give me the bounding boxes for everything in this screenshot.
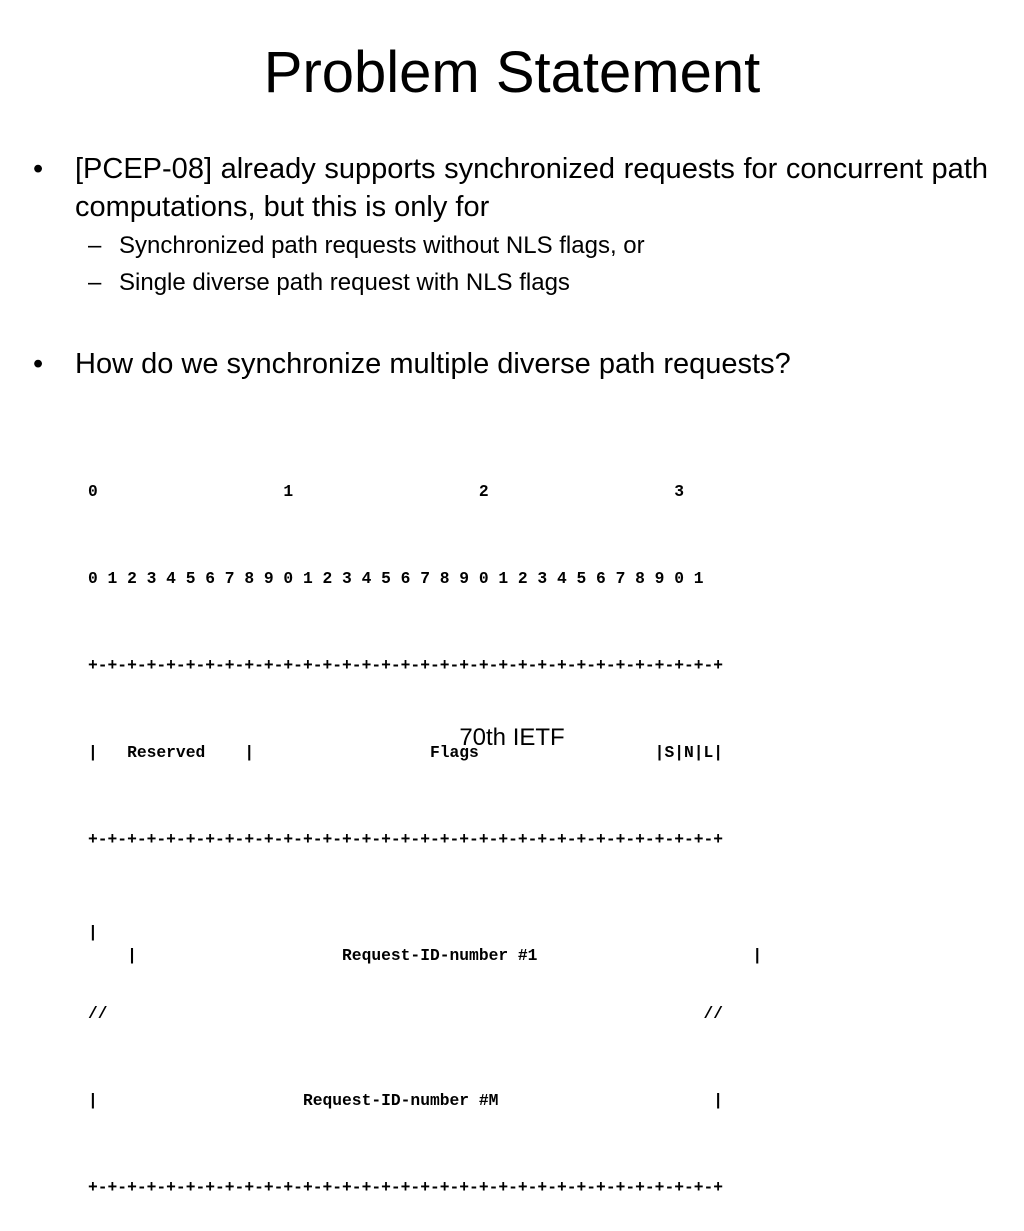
bullet-marker-1: •	[33, 153, 44, 185]
diagram-request-id-1-line: | Request-ID-number #1 |	[127, 946, 763, 965]
slide-footer: 70th IETF	[459, 724, 565, 751]
slide-title: Problem Statement	[263, 40, 761, 105]
sub-bullet-marker-2: –	[88, 269, 102, 296]
diagram-bit-units-row: 0 1 2 3 4 5 6 7 8 9 0 1 2 3 4 5 6 7 8 9 0 1 2 3 4 5 6 7 8 9 0 1	[88, 569, 704, 588]
packet-format-diagram	[88, 419, 762, 1231]
diagram-bit-tens-row: 0 1 2 3	[88, 482, 684, 501]
diagram-request-id-1-row	[88, 912, 763, 965]
sub-bullet-marker-1: –	[88, 232, 102, 259]
diagram-border-row: +-+-+-+-+-+-+-+-+-+-+-+-+-+-+-+-+-+-+-+-+-+-+-+-+-+-+-+-+-+-+-+-+	[88, 656, 724, 675]
diagram-border-row: +-+-+-+-+-+-+-+-+-+-+-+-+-+-+-+-+-+-+-+-+-+-+-+-+-+-+-+-+-+-+-+-+	[88, 830, 724, 849]
bullet-2-text: How do we synchronize multiple diverse path requests?	[75, 348, 791, 380]
diagram-wrapped-bar: |	[88, 923, 98, 942]
diagram-border-row: +-+-+-+-+-+-+-+-+-+-+-+-+-+-+-+-+-+-+-+-+-+-+-+-+-+-+-+-+-+-+-+-+	[88, 1178, 724, 1197]
diagram-continuation-row: // //	[88, 1004, 724, 1023]
sub-bullet-1: Synchronized path requests without NLS flags, or	[119, 232, 645, 259]
bullet-1-text: [PCEP-08] already supports synchronized requests for concurrent path computations, but this is only for	[75, 153, 988, 223]
diagram-reserved-flags-row: | Reserved | Flags |S|N|L|	[88, 743, 724, 762]
sub-bullet-2: Single diverse path request with NLS flags	[119, 269, 570, 296]
bullet-marker-2: •	[33, 348, 44, 380]
diagram-request-id-m-row: | Request-ID-number #M |	[88, 1091, 724, 1110]
